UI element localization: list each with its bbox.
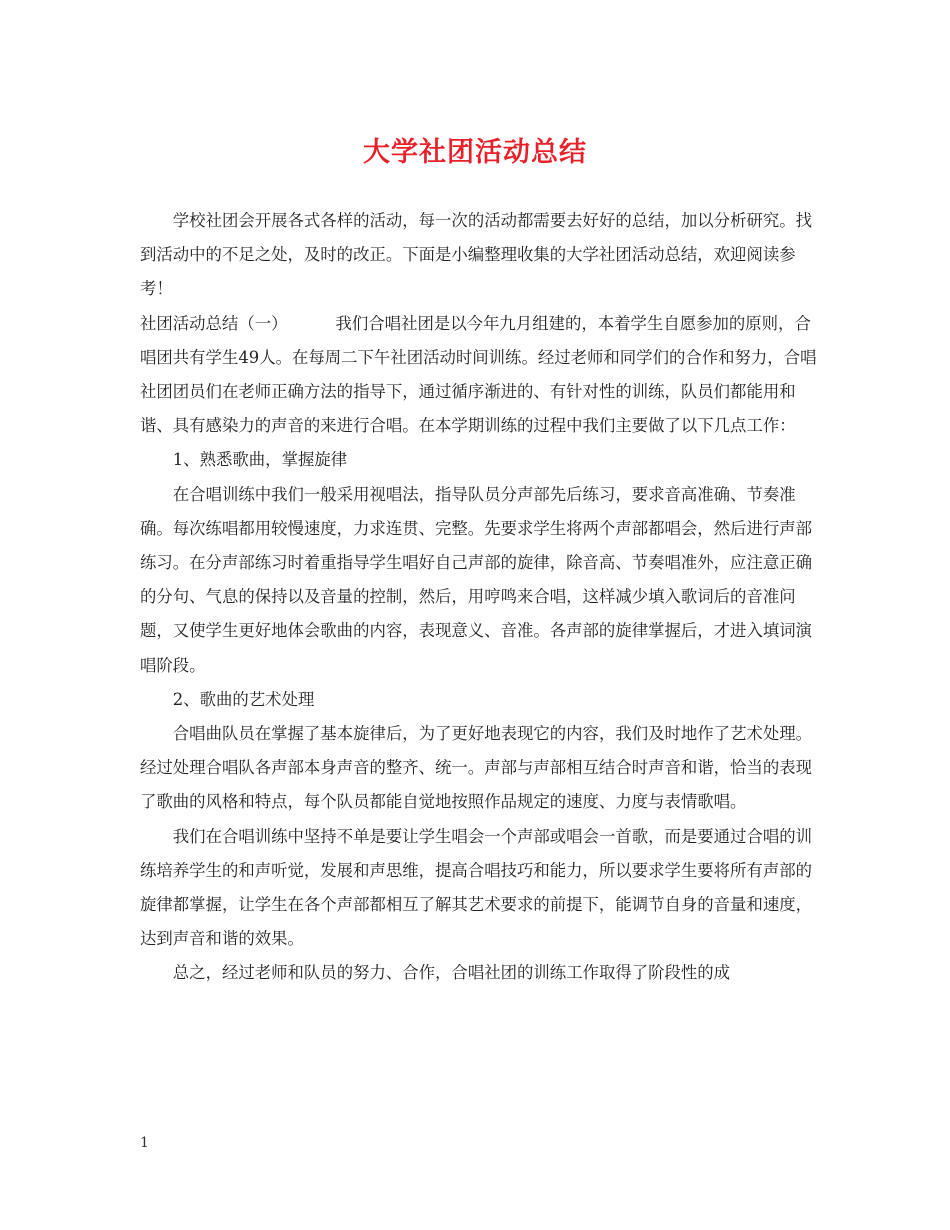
document-title: 大学社团活动总结	[363, 137, 587, 168]
paragraph-sight-singing: 在合唱训练中我们一般采用视唱法，指导队员分声部先后练习，要求音高准确、节奏准确。每次练唱都用较慢速度，力求连贯、完整。先要求学生将两个声部都唱会，然后进行声部练习。在分声部练习时着重指导学生唱好自己声部的旋律，除音高、节奏唱准外，应注意正确的分句、气息的保持以及音量的控制，然后，用哼鸣来合唱，这样减少填入歌词后的音准问题，又使学生更好地体会歌曲的内容，表现意义、音准。各声部的旋律掌握后，才进入填词演唱阶段。	[140, 484, 813, 675]
paragraph-harmony-training: 我们在合唱训练中坚持不单是要让学生唱会一个声部或唱会一首歌，而是要通过合唱的训练培养学生的和声听觉，发展和声思维，提高合唱技巧和能力，所以要求学生要将所有声部的旋律都掌握，让学生在各个声部都相互了解其艺术要求的前提下，能调节自身的音量和速度，达到声音和谐的效果。	[140, 826, 813, 949]
paragraph-artistic-treatment: 合唱曲队员在掌握了基本旋律后，为了更好地表现它的内容，我们及时地作了艺术处理。经过处理合唱队各声部本身声音的整齐、统一。声部与声部相互结合时声音和谐，恰当的表现了歌曲的风格和特点，每个队员都能自觉地按照作品规定的速度、力度与表情歌唱。	[140, 724, 813, 812]
page-number: 1	[140, 1135, 149, 1151]
section-text: 我们合唱社团是以今年九月组建的，本着学生自愿参加的原则，合唱团共有学生49人。在每周二下午社团活动时间训练。经过老师和同学们的合作和努力，合唱社团团员们在老师正确方法的指导下，通过循序渐进的、有针对性的训练，队员们都能用和谐、具有感染力的声音的来进行合唱。在本学期训练的过程中我们主要做了以下几点工作：	[140, 313, 817, 436]
section-paragraph	[140, 307, 820, 444]
heading-familiar-songs: 1、熟悉歌曲，掌握旋律	[172, 450, 348, 470]
heading-artistic-treatment: 2、歌曲的艺术处理	[172, 689, 315, 709]
section-label: 社团活动总结（一）	[140, 313, 288, 333]
document-body	[140, 204, 820, 991]
intro-paragraph: 学校社团会开展各式各样的活动，每一次的活动都需要去好好的总结，加以分析研究。找到活动中的不足之处，及时的改正。下面是小编整理收集的大学社团活动总结，欢迎阅读参考！	[140, 211, 813, 299]
paragraph-conclusion: 总之，经过老师和队员的努力、合作，合唱社团的训练工作取得了阶段性的成	[172, 963, 731, 983]
